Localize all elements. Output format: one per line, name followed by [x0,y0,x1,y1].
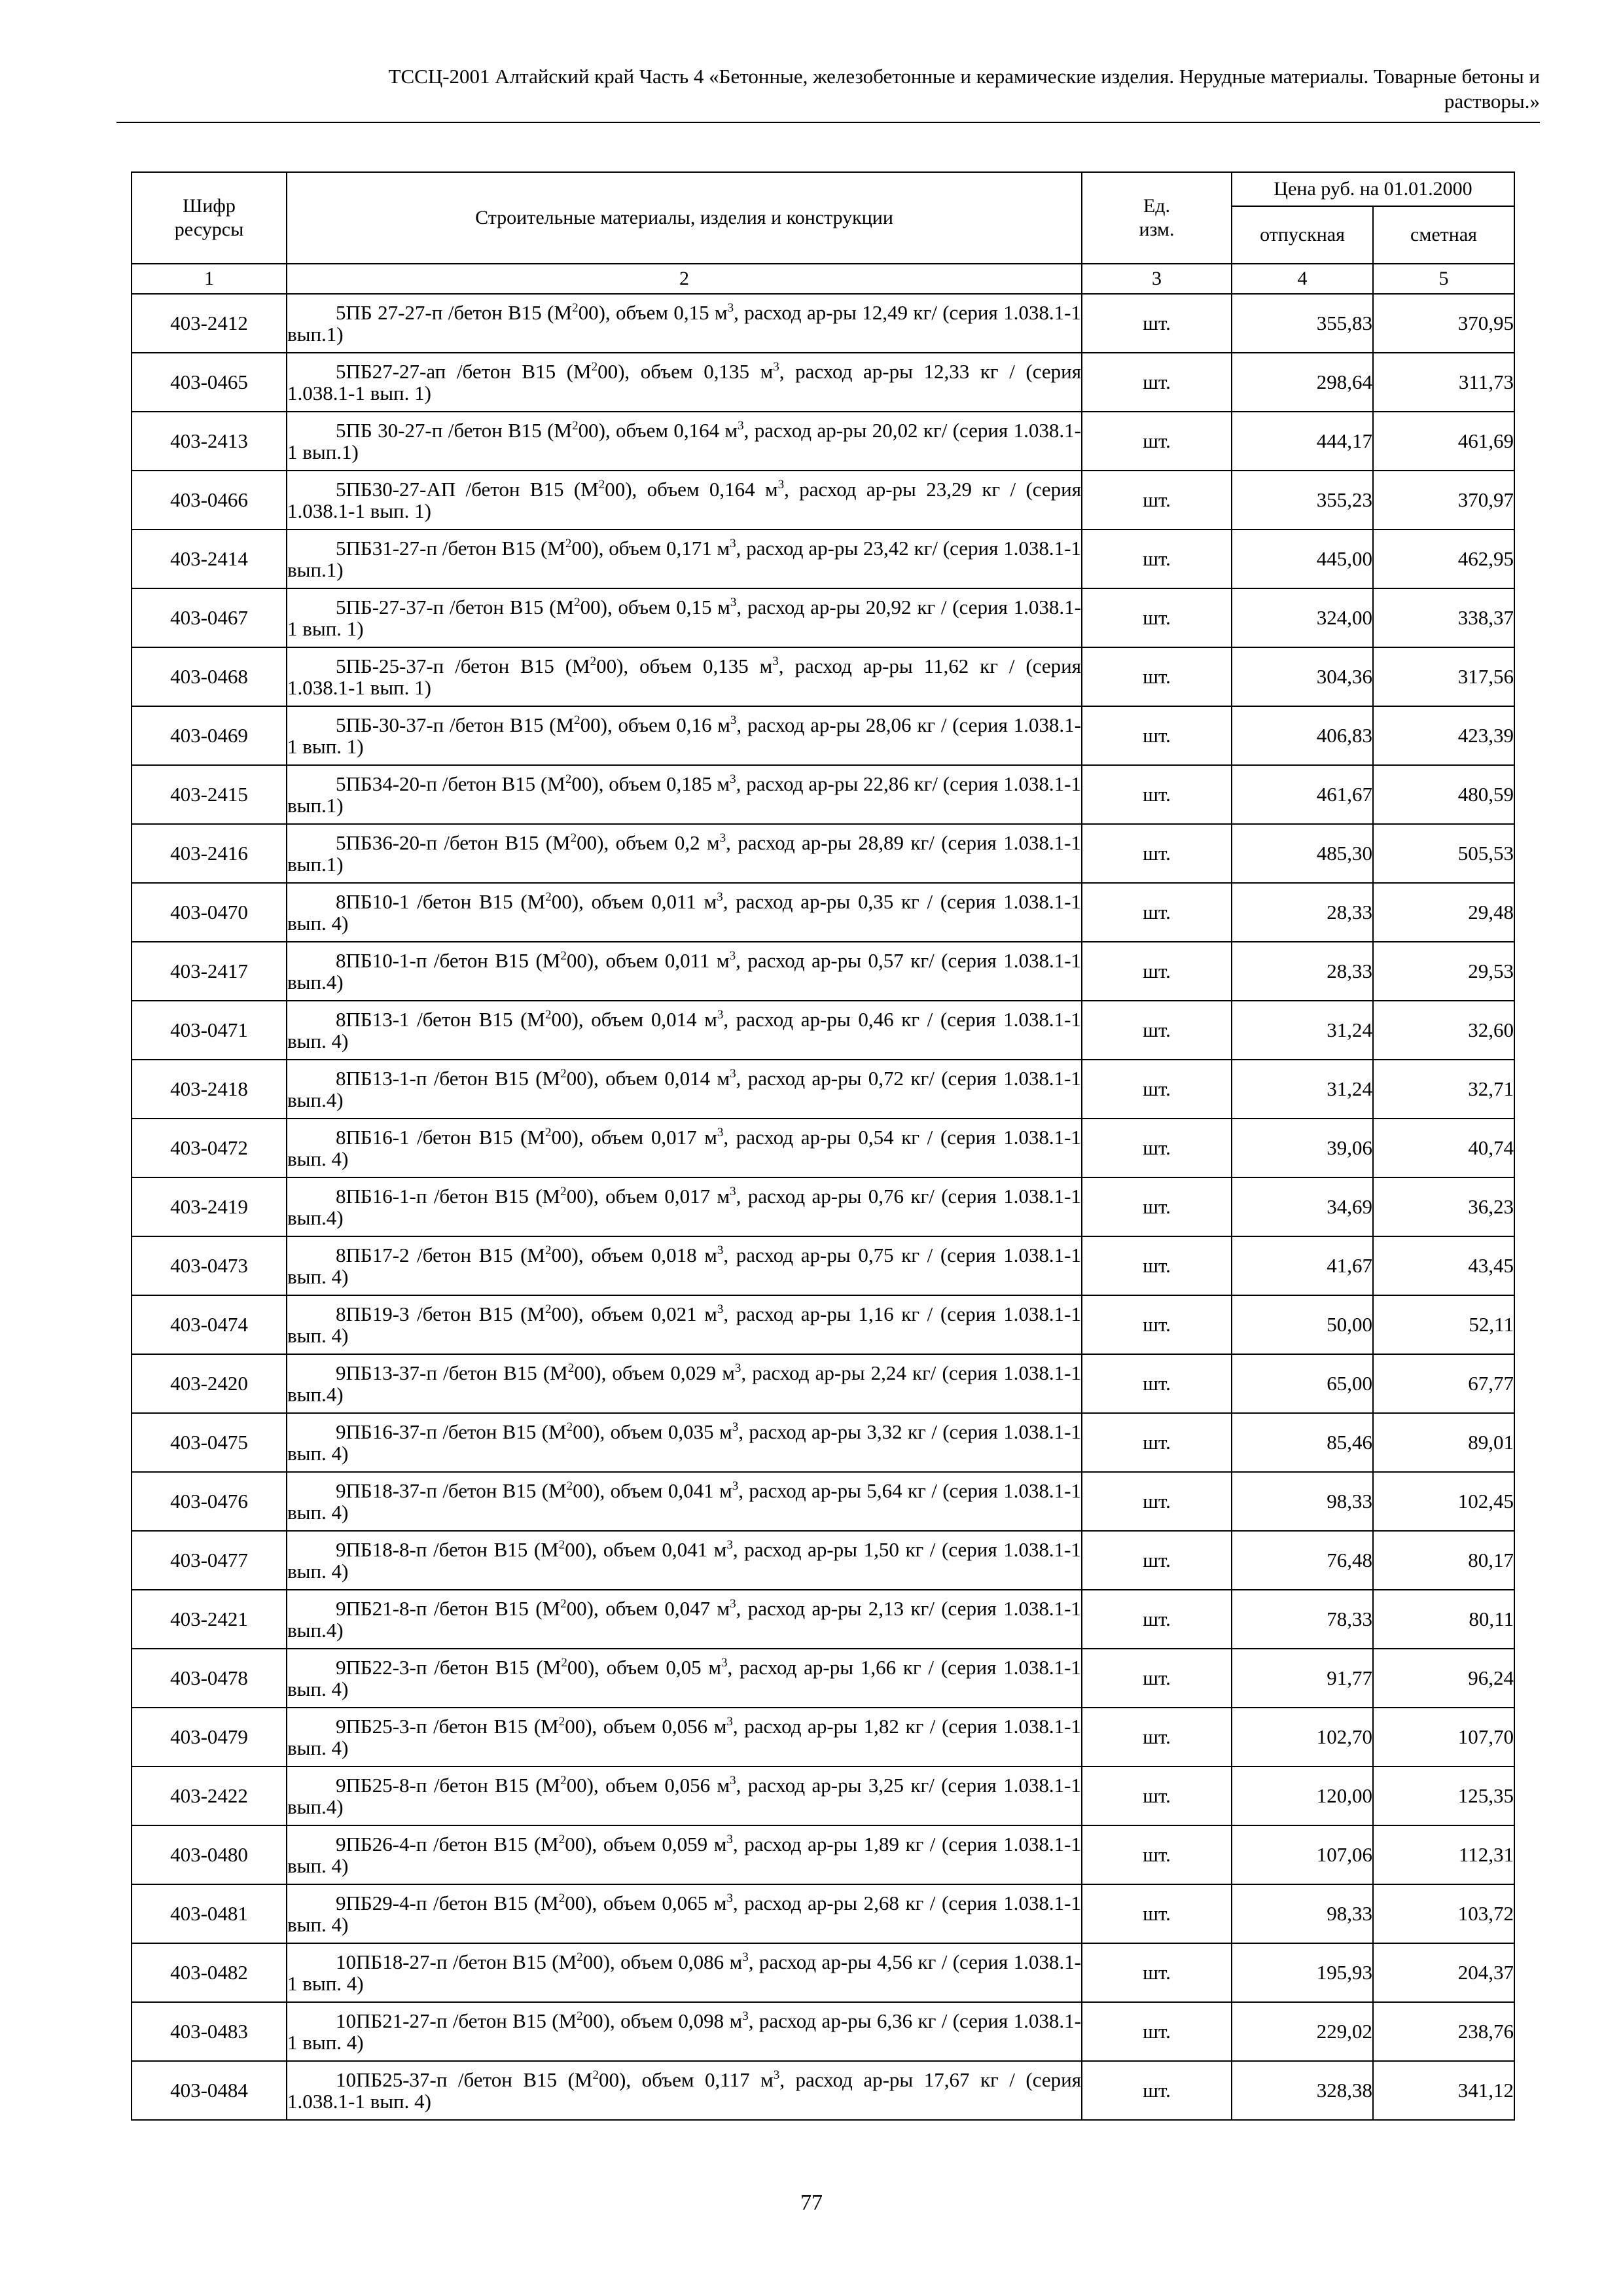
estimate-price-cell: 317,56 [1373,647,1514,706]
description-text: 9ПБ26-4-п /бетон В15 $(М^200)$, объем 0,059 $м^3$, расход ар-ры 1,89 кг / (серия 1.038.1-1 вып. 4) [287,1833,1081,1877]
description-cell [287,1472,1082,1531]
description-text: 9ПБ18-37-п /бетон В15 $(М^200)$, объем 0,041 $м^3$, расход ар-ры 5,64 кг / (серия 1.038.1-1 вып. 4) [287,1479,1081,1524]
resource-code-cell: 403-0466 [132,471,287,529]
resource-code-cell: 403-0473 [132,1236,287,1295]
table-row [132,1354,1514,1413]
resource-code-cell: 403-2421 [132,1590,287,1649]
unit-cell: шт. [1082,2061,1232,2120]
table-row [132,471,1514,529]
table-row [132,2061,1514,2120]
resource-code-cell: 403-2415 [132,765,287,824]
unit-cell: шт. [1082,942,1232,1001]
description-text: 8ПБ19-3 /бетон В15 $(М^200)$, объем 0,021 $м^3$, расход ар-ры 1,16 кг / (серия 1.038.1-1 вып. 4) [287,1302,1082,1347]
release-price-cell: 31,24 [1232,1060,1373,1119]
release-price-cell: 324,00 [1232,588,1373,647]
unit-cell: шт. [1082,2002,1232,2061]
description-text: 5ПБ30-27-АП /бетон В15 $(М^200)$, объем 0,164 $м^3$, расход ар-ры 23,29 кг / (серия 1.038.1-1 вып. 1) [287,478,1081,522]
table-row [132,1236,1514,1295]
release-price-cell: 406,83 [1232,706,1373,765]
resource-code-cell: 403-0469 [132,706,287,765]
unit-cell: шт. [1082,1001,1232,1060]
resource-code-cell: 403-0477 [132,1531,287,1590]
estimate-price-cell: 112,31 [1373,1825,1514,1884]
description-text: 8ПБ13-1 /бетон В15 $(М^200)$, объем 0,014 $м^3$, расход ар-ры 0,46 кг / (серия 1.038.1-1 вып. 4) [287,1008,1082,1052]
description-cell [287,1649,1082,1708]
unit-cell: шт. [1082,529,1232,588]
description-cell [287,1001,1082,1060]
column-number: 4 [1232,264,1373,294]
unit-cell: шт. [1082,1472,1232,1531]
estimate-price-cell: 89,01 [1373,1413,1514,1472]
unit-cell: шт. [1082,706,1232,765]
release-price-cell: 355,23 [1232,471,1373,529]
column-header-estimate-price: сметная [1373,206,1514,264]
table-row [132,1413,1514,1472]
table-row [132,2002,1514,2061]
unit-cell: шт. [1082,883,1232,942]
estimate-price-cell: 107,70 [1373,1708,1514,1767]
table-row [132,1472,1514,1531]
description-cell [287,2002,1082,2061]
estimate-price-cell: 29,48 [1373,883,1514,942]
release-price-cell: 85,46 [1232,1413,1373,1472]
estimate-price-cell: 125,35 [1373,1767,1514,1825]
release-price-cell: 31,24 [1232,1001,1373,1060]
description-cell [287,294,1082,353]
column-number: 1 [132,264,287,294]
description-cell [287,647,1082,706]
description-text: 8ПБ16-1 /бетон В15 $(М^200)$, объем 0,017 $м^3$, расход ар-ры 0,54 кг / (серия 1.038.1-1 вып. 4) [287,1126,1082,1170]
description-text: 9ПБ13-37-п /бетон В15 $(М^200)$, объем 0,029 $м^3$, расход ар-ры 2,24 кг/ (серия 1.038.1-1 вып.4) [287,1361,1081,1406]
resource-code-cell: 403-2420 [132,1354,287,1413]
estimate-price-cell: 67,77 [1373,1354,1514,1413]
estimate-price-cell: 338,37 [1373,588,1514,647]
resource-price-table [131,171,1515,2121]
column-number: 5 [1373,264,1514,294]
description-text: 10ПБ21-27-п /бетон В15 $(М^200)$, объем 0,098 $м^3$, расход ар-ры 6,36 кг / (серия 1.038.1-1 вып. 4) [287,2009,1081,2054]
estimate-price-cell: 238,76 [1373,2002,1514,2061]
resource-code-cell: 403-0474 [132,1295,287,1354]
description-cell [287,942,1082,1001]
description-cell [287,588,1082,647]
description-cell [287,1767,1082,1825]
description-text: 8ПБ16-1-п /бетон В15 $(М^200)$, объем 0,017 $м^3$, расход ар-ры 0,76 кг/ (серия 1.038.1-1 вып.4) [287,1185,1081,1229]
resource-code-cell: 403-0480 [132,1825,287,1884]
description-cell [287,1531,1082,1590]
release-price-cell: 39,06 [1232,1119,1373,1177]
table-row [132,765,1514,824]
resource-code-cell: 403-0484 [132,2061,287,2120]
header-line-1: ТССЦ-2001 Алтайский край Часть 4 «Бетонные, железобетонные и керамические изделия. Нерудные материалы. Товарные бетоны и [388,65,1540,88]
document-header [116,64,1540,114]
description-text: 5ПБ34-20-п /бетон В15 $(М^200)$, объем 0,185 $м^3$, расход ар-ры 22,86 кг/ (серия 1.038.1-1 вып.1) [287,772,1082,817]
header-divider [116,122,1540,123]
resource-code-cell: 403-0479 [132,1708,287,1767]
description-cell [287,1413,1082,1472]
estimate-price-cell: 204,37 [1373,1943,1514,2002]
description-cell [287,824,1082,883]
description-text: 9ПБ21-8-п /бетон В15 $(М^200)$, объем 0,047 $м^3$, расход ар-ры 2,13 кг/ (серия 1.038.1-1 вып.4) [287,1597,1081,1641]
estimate-price-cell: 29,53 [1373,942,1514,1001]
release-price-cell: 50,00 [1232,1295,1373,1354]
estimate-price-cell: 80,11 [1373,1590,1514,1649]
description-cell [287,1943,1082,2002]
release-price-cell: 461,67 [1232,765,1373,824]
table-row [132,1649,1514,1708]
estimate-price-cell: 102,45 [1373,1472,1514,1531]
description-text: 9ПБ25-8-п /бетон В15 $(М^200)$, объем 0,056 $м^3$, расход ар-ры 3,25 кг/ (серия 1.038.1-1 вып.4) [287,1774,1081,1818]
release-price-cell: 304,36 [1232,647,1373,706]
unit-cell: шт. [1082,1884,1232,1943]
unit-cell: шт. [1082,588,1232,647]
description-cell [287,765,1082,824]
description-cell [287,529,1082,588]
description-cell [287,1884,1082,1943]
resource-code-cell: 403-0475 [132,1413,287,1472]
resource-code-cell: 403-0472 [132,1119,287,1177]
estimate-price-cell: 52,11 [1373,1295,1514,1354]
description-cell [287,471,1082,529]
table-row [132,529,1514,588]
estimate-price-cell: 80,17 [1373,1531,1514,1590]
table-row [132,647,1514,706]
unit-cell: шт. [1082,1119,1232,1177]
estimate-price-cell: 32,60 [1373,1001,1514,1060]
resource-code-cell: 403-2418 [132,1060,287,1119]
description-text: 5ПБ27-27-ап /бетон В15 $(М^200)$, объем 0,135 $м^3$, расход ар-ры 12,33 кг / (серия 1.038.1-1 вып. 1) [287,360,1081,404]
description-cell [287,706,1082,765]
unit-cell: шт. [1082,1708,1232,1767]
page-number: 77 [800,2191,823,2215]
release-price-cell: 444,17 [1232,412,1373,471]
table-row [132,1943,1514,2002]
resource-code-cell: 403-2419 [132,1177,287,1236]
release-price-cell: 41,67 [1232,1236,1373,1295]
resource-code-cell: 403-2414 [132,529,287,588]
table-row [132,1825,1514,1884]
description-text: 10ПБ25-37-п /бетон В15 $(М^200)$, объем 0,117 $м^3$, расход ар-ры 17,67 кг / (серия 1.038.1-1 вып. 4) [287,2068,1082,2113]
resource-code-cell: 403-2413 [132,412,287,471]
description-cell [287,2061,1082,2120]
description-text: 9ПБ18-8-п /бетон В15 $(М^200)$, объем 0,041 $м^3$, расход ар-ры 1,50 кг / (серия 1.038.1-1 вып. 4) [287,1538,1081,1583]
description-cell [287,883,1082,942]
unit-cell: шт. [1082,294,1232,353]
description-text: 8ПБ13-1-п /бетон В15 $(М^200)$, объем 0,014 $м^3$, расход ар-ры 0,72 кг/ (серия 1.038.1-1 вып.4) [287,1067,1081,1111]
resource-code-cell: 403-0470 [132,883,287,942]
table-row [132,1177,1514,1236]
description-text: 5ПБ36-20-п /бетон В15 $(М^200)$, объем 0,2 $м^3$, расход ар-ры 28,89 кг/ (серия 1.038.1-1 вып.1) [287,831,1081,876]
description-text: 10ПБ18-27-п /бетон В15 $(М^200)$, объем 0,086 $м^3$, расход ар-ры 4,56 кг / (серия 1.038.1-1 вып. 4) [287,1950,1081,1995]
estimate-price-cell: 32,71 [1373,1060,1514,1119]
description-cell [287,1708,1082,1767]
unit-cell: шт. [1082,1295,1232,1354]
description-cell [287,1177,1082,1236]
description-text: 5ПБ 30-27-п /бетон В15 $(М^200)$, объем 0,164 $м^3$, расход ар-ры 20,02 кг/ (серия 1.038.1-1 вып.1) [287,419,1082,463]
resource-code-cell: 403-0482 [132,1943,287,2002]
description-text: 5ПБ 27-27-п /бетон В15 $(М^200)$, объем 0,15 $м^3$, расход ар-ры 12,49 кг/ (серия 1.038.1-1 вып.1) [287,301,1082,346]
resource-code-cell: 403-0468 [132,647,287,706]
description-cell [287,1590,1082,1649]
table-row [132,1590,1514,1649]
resource-code-cell: 403-0467 [132,588,287,647]
estimate-price-cell: 311,73 [1373,353,1514,412]
table-body [132,294,1514,2120]
estimate-price-cell: 43,45 [1373,1236,1514,1295]
description-cell [287,1295,1082,1354]
estimate-price-cell: 96,24 [1373,1649,1514,1708]
description-text: 8ПБ10-1 /бетон В15 $(М^200)$, объем 0,011 $м^3$, расход ар-ры 0,35 кг / (серия 1.038.1-1 вып. 4) [287,890,1081,935]
estimate-price-cell: 480,59 [1373,765,1514,824]
estimate-price-cell: 341,12 [1373,2061,1514,2120]
resource-code-cell: 403-2412 [132,294,287,353]
unit-cell: шт. [1082,1413,1232,1472]
description-text: 8ПБ10-1-п /бетон В15 $(М^200)$, объем 0,011 $м^3$, расход ар-ры 0,57 кг/ (серия 1.038.1-1 вып.4) [287,949,1082,994]
description-text: 9ПБ29-4-п /бетон В15 $(М^200)$, объем 0,065 $м^3$, расход ар-ры 2,68 кг / (серия 1.038.1-1 вып. 4) [287,1892,1081,1936]
description-text: 8ПБ17-2 /бетон В15 $(М^200)$, объем 0,018 $м^3$, расход ар-ры 0,75 кг / (серия 1.038.1-1 вып. 4) [287,1244,1082,1288]
release-price-cell: 76,48 [1232,1531,1373,1590]
table-row [132,353,1514,412]
table-row [132,1767,1514,1825]
unit-cell: шт. [1082,1649,1232,1708]
estimate-price-cell: 36,23 [1373,1177,1514,1236]
unit-cell: шт. [1082,412,1232,471]
estimate-price-cell: 370,97 [1373,471,1514,529]
description-text: 5ПБ-25-37-п /бетон В15 $(М^200)$, объем 0,135 $м^3$, расход ар-ры 11,62 кг / (серия 1.038.1-1 вып. 1) [287,655,1081,699]
estimate-price-cell: 40,74 [1373,1119,1514,1177]
unit-cell: шт. [1082,353,1232,412]
column-header-price: Цена руб. на 01.01.2000 [1232,172,1514,206]
resource-code-cell: 403-2416 [132,824,287,883]
release-price-cell: 120,00 [1232,1767,1373,1825]
estimate-price-cell: 423,39 [1373,706,1514,765]
description-text: 9ПБ22-3-п /бетон В15 $(М^200)$, объем 0,05 $м^3$, расход ар-ры 1,66 кг / (серия 1.038.1-1 вып. 4) [287,1656,1082,1700]
release-price-cell: 328,38 [1232,2061,1373,2120]
description-text: 9ПБ25-3-п /бетон В15 $(М^200)$, объем 0,056 $м^3$, расход ар-ры 1,82 кг / (серия 1.038.1-1 вып. 4) [287,1715,1081,1759]
table-row [132,883,1514,942]
unit-cell: шт. [1082,471,1232,529]
release-price-cell: 34,69 [1232,1177,1373,1236]
resource-code-cell: 403-0476 [132,1472,287,1531]
release-price-cell: 107,06 [1232,1825,1373,1884]
unit-cell: шт. [1082,824,1232,883]
description-text: 5ПБ-27-37-п /бетон В15 $(М^200)$, объем 0,15 $м^3$, расход ар-ры 20,92 кг / (серия 1.038.1-1 вып. 1) [287,596,1081,640]
description-cell [287,1825,1082,1884]
column-header-code: Шифр ресурсы [132,172,287,264]
release-price-cell: 195,93 [1232,1943,1373,2002]
estimate-price-cell: 505,53 [1373,824,1514,883]
description-cell [287,1236,1082,1295]
table-row [132,588,1514,647]
unit-cell: шт. [1082,1531,1232,1590]
table-row [132,1119,1514,1177]
table-row [132,1295,1514,1354]
resource-code-cell: 403-0483 [132,2002,287,2061]
unit-cell: шт. [1082,1236,1232,1295]
table-row [132,1060,1514,1119]
table-row [132,706,1514,765]
table-row [132,1001,1514,1060]
table-row [132,942,1514,1001]
release-price-cell: 445,00 [1232,529,1373,588]
release-price-cell: 102,70 [1232,1708,1373,1767]
release-price-cell: 298,64 [1232,353,1373,412]
estimate-price-cell: 103,72 [1373,1884,1514,1943]
estimate-price-cell: 462,95 [1373,529,1514,588]
release-price-cell: 78,33 [1232,1590,1373,1649]
unit-cell: шт. [1082,647,1232,706]
description-text: 9ПБ16-37-п /бетон В15 $(М^200)$, объем 0,035 $м^3$, расход ар-ры 3,32 кг / (серия 1.038.1-1 вып. 4) [287,1420,1081,1465]
column-header-release-price: отпускная [1232,206,1373,264]
release-price-cell: 28,33 [1232,942,1373,1001]
release-price-cell: 28,33 [1232,883,1373,942]
release-price-cell: 485,30 [1232,824,1373,883]
column-header-unit: Ед. изм. [1082,172,1232,264]
unit-cell: шт. [1082,1590,1232,1649]
table-row [132,294,1514,353]
description-cell [287,1119,1082,1177]
table-row [132,1884,1514,1943]
table-row [132,1708,1514,1767]
release-price-cell: 229,02 [1232,2002,1373,2061]
description-cell [287,353,1082,412]
column-header-description: Строительные материалы, изделия и конструкции [287,172,1082,264]
estimate-price-cell: 370,95 [1373,294,1514,353]
column-number: 2 [287,264,1082,294]
header-line-2: растворы.» [1444,90,1540,113]
resource-code-cell: 403-0481 [132,1884,287,1943]
column-number: 3 [1082,264,1232,294]
resource-code-cell: 403-0478 [132,1649,287,1708]
resource-code-cell: 403-2422 [132,1767,287,1825]
description-cell [287,1060,1082,1119]
description-text: 5ПБ-30-37-п /бетон В15 $(М^200)$, объем 0,16 $м^3$, расход ар-ры 28,06 кг / (серия 1.038.1-1 вып. 1) [287,713,1081,758]
release-price-cell: 91,77 [1232,1649,1373,1708]
release-price-cell: 98,33 [1232,1884,1373,1943]
estimate-price-cell: 461,69 [1373,412,1514,471]
resource-code-cell: 403-2417 [132,942,287,1001]
unit-cell: шт. [1082,1943,1232,2002]
unit-cell: шт. [1082,1177,1232,1236]
resource-code-cell: 403-0465 [132,353,287,412]
description-cell [287,412,1082,471]
unit-cell: шт. [1082,765,1232,824]
description-cell [287,1354,1082,1413]
table-row [132,412,1514,471]
description-text: 5ПБ31-27-п /бетон В15 $(М^200)$, объем 0,171 $м^3$, расход ар-ры 23,42 кг/ (серия 1.038.1-1 вып.1) [287,537,1082,581]
resource-code-cell: 403-0471 [132,1001,287,1060]
release-price-cell: 355,83 [1232,294,1373,353]
unit-cell: шт. [1082,1825,1232,1884]
unit-cell: шт. [1082,1767,1232,1825]
release-price-cell: 98,33 [1232,1472,1373,1531]
table-row [132,824,1514,883]
release-price-cell: 65,00 [1232,1354,1373,1413]
unit-cell: шт. [1082,1060,1232,1119]
table-row [132,1531,1514,1590]
unit-cell: шт. [1082,1354,1232,1413]
